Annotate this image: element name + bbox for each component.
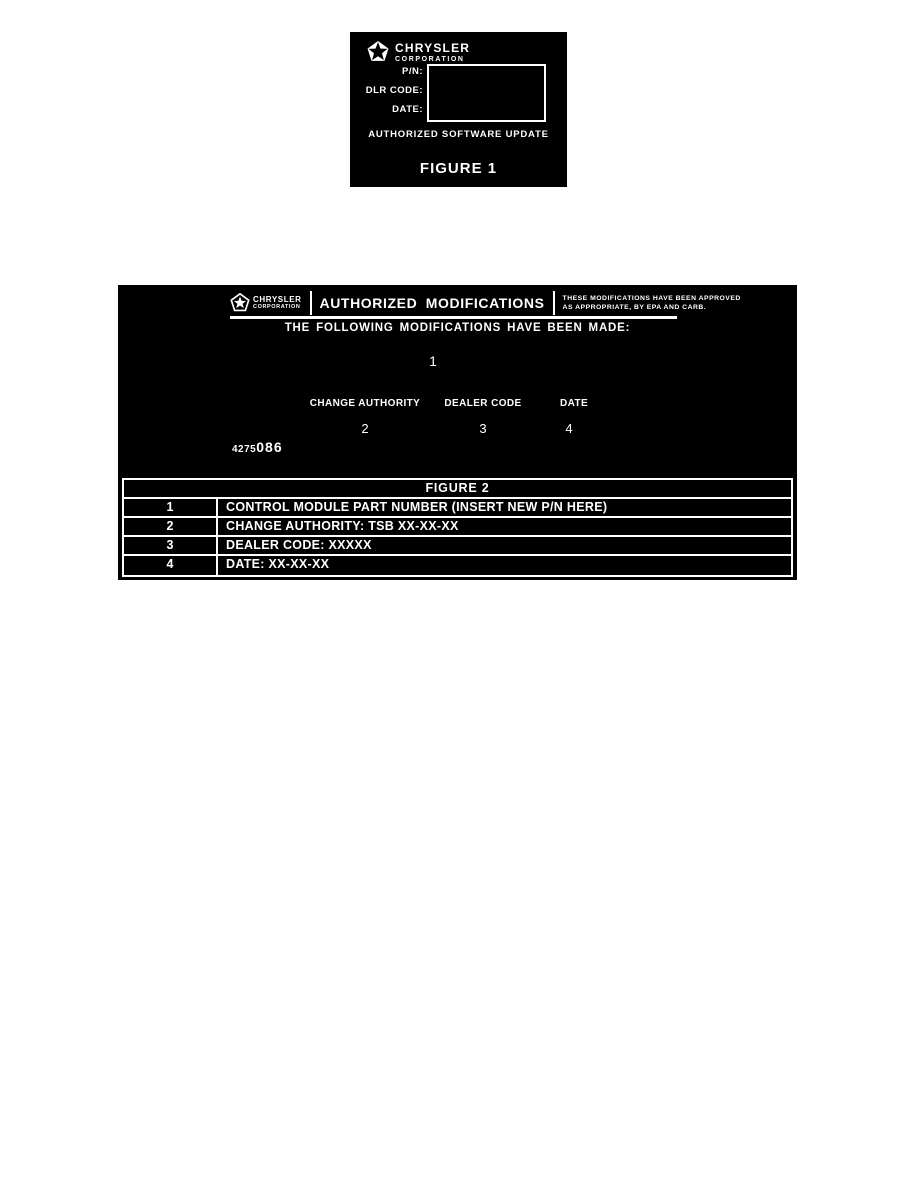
logo-text xyxy=(395,42,470,63)
label-title: AUTHORIZED MODIFICATIONS xyxy=(319,295,545,311)
table-row xyxy=(124,499,791,518)
row-number: 3 xyxy=(124,537,218,554)
part-number-suffix: 086 xyxy=(256,439,283,455)
brand-subtitle: CORPORATION xyxy=(395,55,465,63)
logo-text xyxy=(253,296,302,311)
header-divider xyxy=(310,291,312,315)
pentastar-icon xyxy=(366,40,390,64)
figure1-software-update-label xyxy=(350,32,567,187)
row-number: 1 xyxy=(124,499,218,516)
field-labels xyxy=(350,62,423,119)
date-header: DATE xyxy=(559,398,589,409)
table-row xyxy=(124,537,791,556)
callout-1: 1 xyxy=(429,353,437,369)
table-row xyxy=(124,556,791,575)
figure1-caption: FIGURE 1 xyxy=(419,160,498,177)
date-field-label: DATE: xyxy=(392,104,423,115)
approval-statement xyxy=(563,294,741,312)
figure2-caption: FIGURE 2 xyxy=(124,480,791,499)
label-note: AUTHORIZED SOFTWARE UPDATE xyxy=(368,129,549,140)
row-description: CONTROL MODULE PART NUMBER (INSERT NEW P/N HERE) xyxy=(226,500,608,514)
chrysler-logo xyxy=(230,293,302,313)
modifications-subtitle: THE FOLLOWING MODIFICATIONS HAVE BEEN MADE: xyxy=(284,322,631,334)
row-description: CHANGE AUTHORITY: TSB XX-XX-XX xyxy=(226,519,459,533)
figure2-authorized-modifications-label xyxy=(118,285,797,580)
header-underline xyxy=(230,316,677,319)
callout-3: 3 xyxy=(479,421,487,436)
label-part-number xyxy=(232,439,283,457)
pentastar-icon xyxy=(230,293,250,313)
dlr-code-field-label: DLR CODE: xyxy=(365,85,423,96)
table-row xyxy=(124,518,791,537)
row-number: 4 xyxy=(124,556,218,575)
pn-field-label: P/N: xyxy=(402,66,423,77)
row-description: DATE: XX-XX-XX xyxy=(226,557,330,571)
figure2-header xyxy=(230,290,741,316)
change-authority-header: CHANGE AUTHORITY xyxy=(309,398,421,409)
part-number-prefix: 4275 xyxy=(232,444,257,455)
dealer-code-header: DEALER CODE xyxy=(444,398,522,409)
brand-name: CHRYSLER xyxy=(395,40,471,55)
brand-subtitle: CORPORATION xyxy=(253,303,301,310)
callout-4: 4 xyxy=(565,421,573,436)
row-description: DEALER CODE: XXXXX xyxy=(226,538,372,552)
approval-line-1: THESE MODIFICATIONS HAVE BEEN APPROVED xyxy=(562,294,741,302)
header-divider xyxy=(553,291,555,315)
approval-line-2: AS APPROPRIATE, BY EPA AND CARB. xyxy=(562,304,707,311)
blank-entry-box xyxy=(427,64,546,122)
callout-2: 2 xyxy=(361,421,369,436)
chrysler-logo xyxy=(366,40,470,64)
figure2-legend-table xyxy=(122,478,793,577)
brand-name: CHRYSLER xyxy=(253,294,302,304)
row-number: 2 xyxy=(124,518,218,535)
